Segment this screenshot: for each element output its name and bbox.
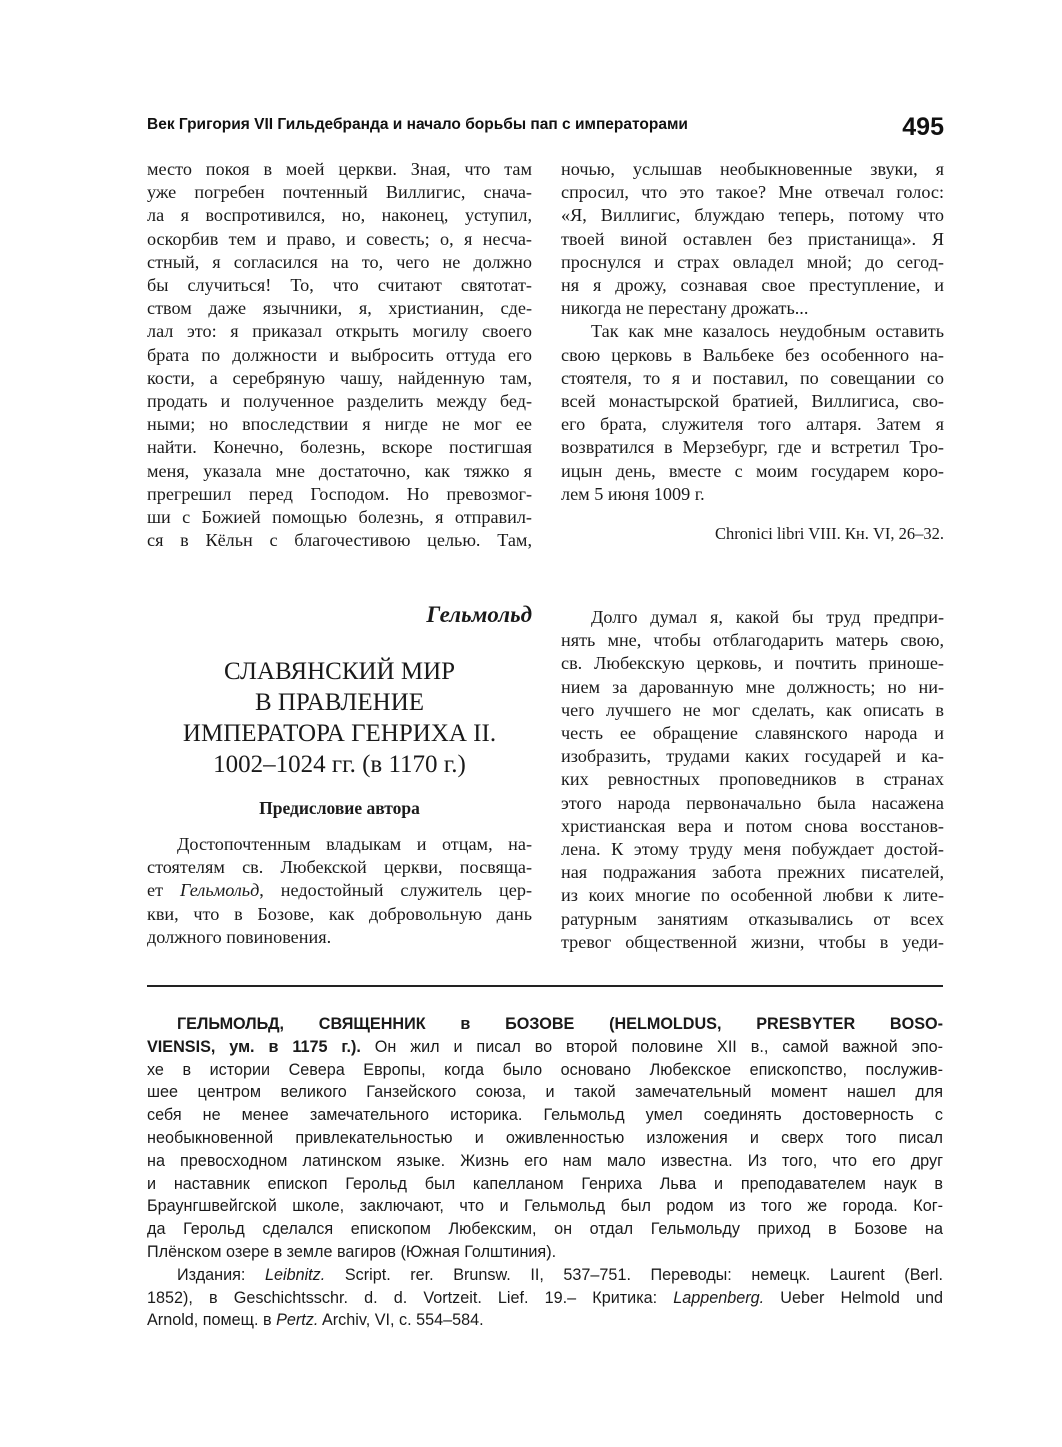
title-line: 1002–1024 гг. (в 1170 г.) [213,751,466,778]
title-line: ИМПЕРАТОРА ГЕНРИХА II. [182,720,497,747]
text-line: прегрешил перед Господом. Но превозмог- [147,483,532,504]
preface-heading: Предисловие автора [259,798,420,818]
page-number: 495 [902,113,944,141]
bio-bold-heading-end: VIENSIS, ум. в 1175 г.). [147,1037,361,1056]
text-line: ная подражания забота прежних писателей, [561,862,944,883]
text-fragment: , недостойный служитель цер- [259,880,532,901]
text-line: ством даже язычники, я, христианин, сде- [147,298,532,319]
text-line [147,1309,943,1332]
section-divider [147,985,943,987]
text-line: меня, указала мне достаточно, как тяжко я [147,460,532,481]
text-line: тревог общественной жизни, чтобы в уеди- [561,931,944,952]
text-line: найти. Конечно, болезнь, вскоре постигшая [147,437,532,458]
title-line: В ПРАВЛЕНИЕ [254,689,425,716]
text-line: кости, а серебряную чашу, найденную там, [147,367,532,388]
text-line: ратурным занятиям отказывались от всех [561,908,944,929]
text-line: должного повиновения. [147,926,332,947]
text-fragment: Он жил и писал во второй половине XII в., самой важной эпо- [360,1037,943,1056]
bio-bold-heading: ГЕЛЬМОЛЬД, СВЯЩЕННИК в БОЗОВЕ (HELMOLDUS, PRESBYTER BOSO- [177,1015,943,1033]
source-citation: Chronici libri VIII. Кн. VI, 26–32. [715,524,944,543]
text-line: чего лучшего не мог сделать, как описать в [561,699,944,720]
text-line: стоятелям св. Любекской церкви, посвяща- [147,857,532,878]
text-line: ла я воспротивился, но, наконец, уступил, [147,205,532,226]
text-line: христианская вера и потом снова восстанов- [561,815,944,836]
text-line: стный, я согласился на то, чего не должно [147,251,532,272]
text-line [147,1287,943,1310]
text-line [147,1036,943,1059]
text-line: брата по должности и выбросить оттуда его [147,344,532,365]
text-line: нием за дарованную мне должность; но ни- [561,676,944,697]
text-line: спросил, что это такое? Мне отвечал голос: [561,182,944,203]
text-line: шее центром великого Ганзейского союза, и такой замечательный момент нашел для [147,1083,943,1102]
text-line: место покоя в моей церкви. Зная, что там [147,159,532,179]
running-title: Век Григория VII Гильдебранда и начало борьбы пап с императорами [147,116,688,133]
text-line: оскорбив тем и право, и совесть; о, я несча- [147,228,532,249]
text-line: лем 5 июня 1009 г. [561,483,705,504]
text-line: возвратился в Мерзебург, где и встретил Тро- [561,437,944,458]
text-line: честь ее обращение славянского народа и [561,723,944,744]
text-fragment: ет [147,880,180,901]
text-fragment: Arnold, помещ. в [147,1311,277,1330]
text-line: лена. К этому труду меня побуждает достой- [561,839,944,860]
text-line: Достопочтенным владыкам и отцам, на- [177,834,532,854]
text-line: лал это: я приказал открыть могилу своего [147,321,532,342]
text-line: Долго думал я, какой бы труд предпри- [591,607,944,627]
text-line: продать и полученное разделить между бед- [147,391,532,412]
author-name: Гельмольд [426,602,532,627]
left-column-top [147,158,532,552]
text-line: ся в Кёльн с благочестивою целью. Там, [147,530,532,551]
text-line: Плёнском озере в земле вагиров (Южная Голштиния). [147,1242,557,1261]
italic-name: Lappenberg. [673,1288,765,1307]
text-line: ночью, услышав необыкновенные звуки, я [561,159,944,179]
text-line: ня я дрожу, сознавая свое преступление, и [561,275,944,296]
text-line: себя не менее замечательного историка. Гельмольд умел соединять достоверность с [147,1106,943,1125]
text-line: уже погребен почтенный Виллигис, снача- [147,182,532,203]
text-line [147,879,532,902]
italic-author-name: Гельмольд [179,880,260,901]
text-line: стоятеля, то я и поставил, по совещании со [561,367,944,388]
text-line: ши с Божией помощью болезнь, я отправил- [147,507,532,528]
text-line: и наставник епископ Герольд был капелланом Генриха Льва и преподавателем наук в [147,1174,943,1193]
text-line: да Герольд сделался епископом Любекским, он отдал Гельмольду приход в Бозове на [147,1220,943,1239]
text-line: «Я, Виллигис, блуждаю теперь, потому что [561,205,944,226]
preface-text [147,833,532,949]
text-line: проснулся и страх овладел мной; до сегод- [561,251,944,272]
text-line: ких ревностных проповедников в странах [561,769,944,790]
text-line: твоей виной оставлен без пристанища». Я [561,228,944,249]
text-line: свою церковь в Вальбеке без особенного на- [561,344,944,365]
text-line: ными; но впоследствии я нигде не мог ее [147,414,532,435]
text-line: св. Любекскую церковь, и почтить приноше- [561,653,944,674]
text-line: из коих многие по особенной любви к лите- [561,885,944,906]
text-fragment: Издания: [177,1265,265,1284]
text-fragment: 1852), в Geschichtsschr. d. d. Vortzeit. Lief. 19.– Критика: [147,1288,674,1307]
italic-name: Leibnitz. [264,1265,326,1284]
right-column-bottom [561,606,944,954]
text-line: всей монастырской братией, Виллигиса, сво- [561,391,944,412]
text-fragment: Archiv, VI, с. 554–584. [318,1311,484,1330]
text-line: бы случиться! То, что считают святотат- [147,275,532,296]
text-line [147,1264,943,1287]
text-line: никогда не перестану дрожать... [561,298,809,319]
text-line: ицын день, вместе с моим государем коро- [561,460,944,481]
text-line: хе в истории Севера Европы, когда было основано Любекское епископство, послужив- [147,1060,943,1079]
text-fragment: Ueber Helmold und [764,1288,943,1307]
work-title [147,656,532,780]
right-column-top [561,158,944,506]
text-fragment: Script. rer. Brunsw. II, 537–751. Переводы: немецк. Laurent (Berl. [325,1265,943,1284]
text-line: изобразить, трудами каких государей и ка- [561,746,944,767]
biographical-note [147,1013,943,1332]
text-line: Браунгшвейгской школе, заключают, что и Гельмольд был родом из того же города. Ког- [147,1197,943,1216]
text-line: на превосходном латинском языке. Жизнь его нам мало известна. Из того, что его друг [147,1151,943,1170]
title-line: СЛАВЯНСКИЙ МИР [223,658,456,685]
text-line: нять мне, чтобы отблагодарить матерь свою, [561,630,944,651]
italic-name: Pertz. [276,1311,319,1330]
text-line: его брата, служителя того алтаря. Затем я [561,414,944,435]
text-line: необыкновенной привлекательностью и оживленностью изложения и сверх того писал [147,1128,943,1147]
text-line: этого народа первоначально была насажена [561,792,944,813]
text-line: Так как мне казалось неудобным оставить [591,321,944,342]
text-line: кви, что в Бозове, как добровольную дань [147,903,532,924]
